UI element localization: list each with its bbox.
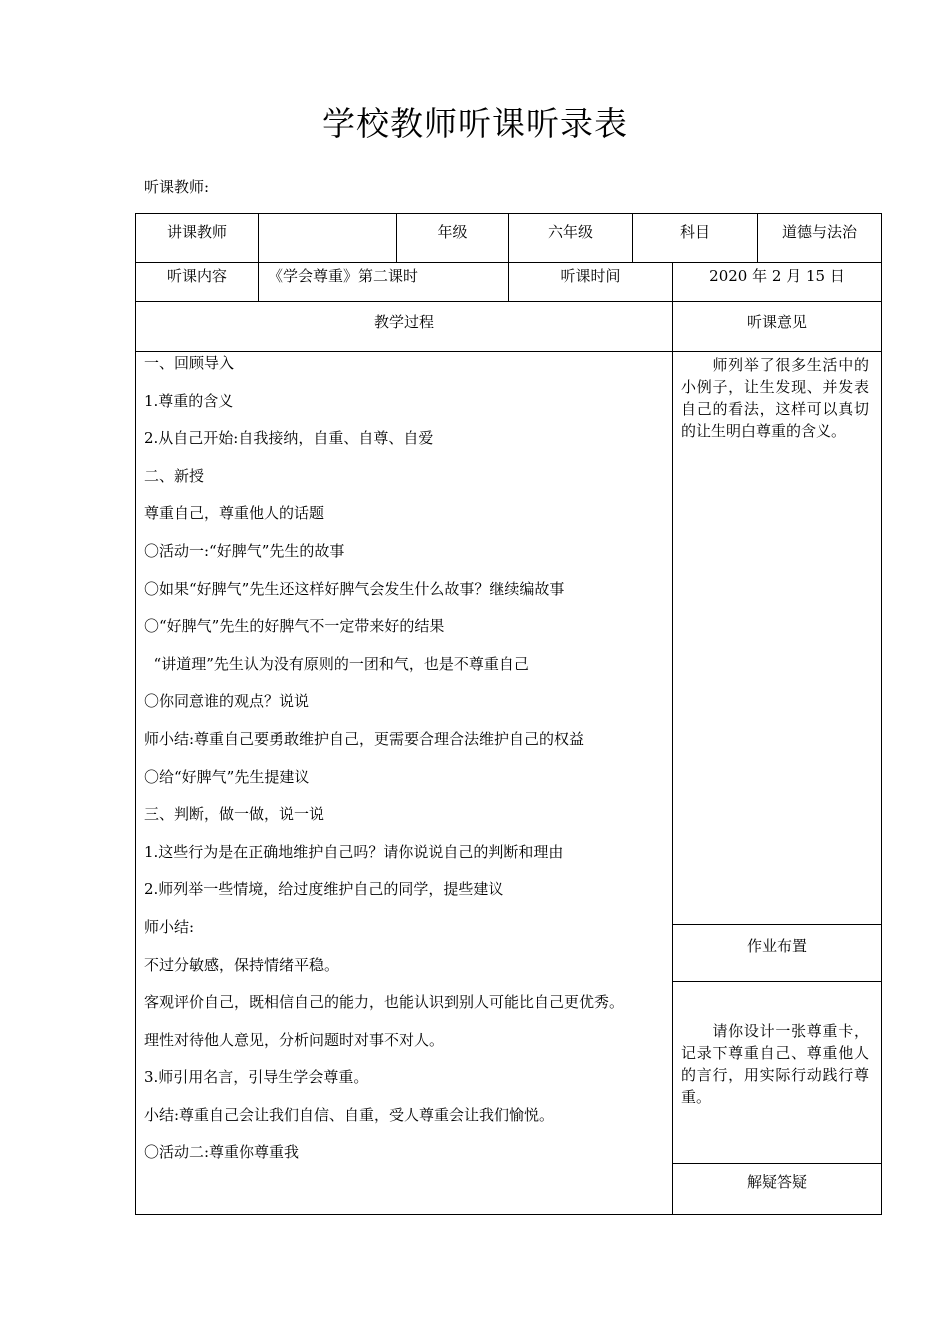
observer-label: 听课教师:: [144, 178, 210, 196]
subject-label: 科目: [679, 223, 710, 241]
page-title: 学校教师听课听录表: [322, 104, 628, 143]
process-line: 〇活动一:“好脾气”先生的故事: [144, 541, 345, 560]
process-line: 1.尊重的含义: [144, 391, 234, 410]
process-line: 二、新授: [144, 466, 205, 485]
time-value: 2020 年 2 月 15 日: [709, 267, 845, 285]
teacher-label: 讲课教师: [166, 223, 227, 241]
process-line: “讲道理”先生认为没有原则的一团和气，也是不尊重自己: [144, 654, 529, 673]
process-line: 理性对待他人意见，分析问题时对事不对人。: [144, 1030, 445, 1049]
time-label: 听课时间: [560, 267, 621, 285]
table-row-divider: [672, 1163, 882, 1164]
process-line: 三、判断，做一做，说一说: [144, 805, 325, 824]
process-line: 〇“好脾气”先生的好脾气不一定带来好的结果: [144, 617, 445, 636]
process-line: 〇你同意谁的观点？说说: [144, 692, 310, 711]
content-value: 《学会尊重》第二课时: [268, 267, 419, 285]
process-content: [144, 352, 664, 1179]
process-line: 2.师列举一些情境，给过度维护自己的同学，提些建议: [144, 880, 504, 899]
process-line: 3.师引用名言，引导生学会尊重。: [144, 1068, 369, 1087]
process-line: 客观评价自己，既相信自己的能力，也能认识到别人可能比自己更优秀。: [144, 993, 625, 1012]
process-line: 〇如果“好脾气”先生还这样好脾气会发生什么故事？继续编故事: [144, 579, 565, 598]
process-line: 〇活动二:尊重你尊重我: [144, 1143, 300, 1162]
homework-header: 作业布置: [746, 937, 807, 955]
process-header: 教学过程: [373, 313, 434, 331]
process-line: 1.这些行为是在正确地维护自己吗？请你说说自己的判断和理由: [144, 842, 564, 861]
opinion-text: 师列举了很多生活中的小例子，让生发现、并发表自己的看法，这样可以真切的让生明白尊重的含义。: [681, 356, 869, 440]
process-line: 一、回顾导入: [144, 354, 235, 372]
opinion-header: 听课意见: [746, 313, 807, 331]
table-border-left: [135, 213, 136, 1215]
homework-text: 请你设计一张尊重卡，记录下尊重自己、尊重他人的言行，用实际行动践行尊重。: [681, 1022, 869, 1106]
process-line: 师小结:: [144, 917, 195, 936]
subject-value: 道德与法治: [781, 223, 857, 241]
process-line: 小结:尊重自己会让我们自信、自重，受人尊重会让我们愉悦。: [144, 1105, 555, 1124]
table-row-divider: [672, 924, 882, 925]
table-col-divider: [672, 262, 673, 1215]
table-border-right: [881, 213, 882, 1215]
grade-label: 年级: [437, 223, 468, 241]
process-line: 师小结:尊重自己要勇敢维护自己，更需要合理合法维护自己的权益: [144, 729, 585, 748]
table-row-divider: [672, 981, 882, 982]
content-label: 听课内容: [166, 267, 227, 285]
qa-header: 解疑答疑: [746, 1173, 807, 1191]
table-border-bottom: [135, 1214, 882, 1215]
process-line: 〇给“好脾气”先生提建议: [144, 767, 310, 786]
grade-value: 六年级: [547, 223, 593, 241]
table-col-divider: [258, 213, 259, 302]
process-line: 不过分敏感，保持情绪平稳。: [144, 955, 340, 974]
process-line: 2.从自己开始:自我接纳，自重、自尊、自爱: [144, 429, 434, 448]
process-line: 尊重自己，尊重他人的话题: [144, 504, 325, 523]
